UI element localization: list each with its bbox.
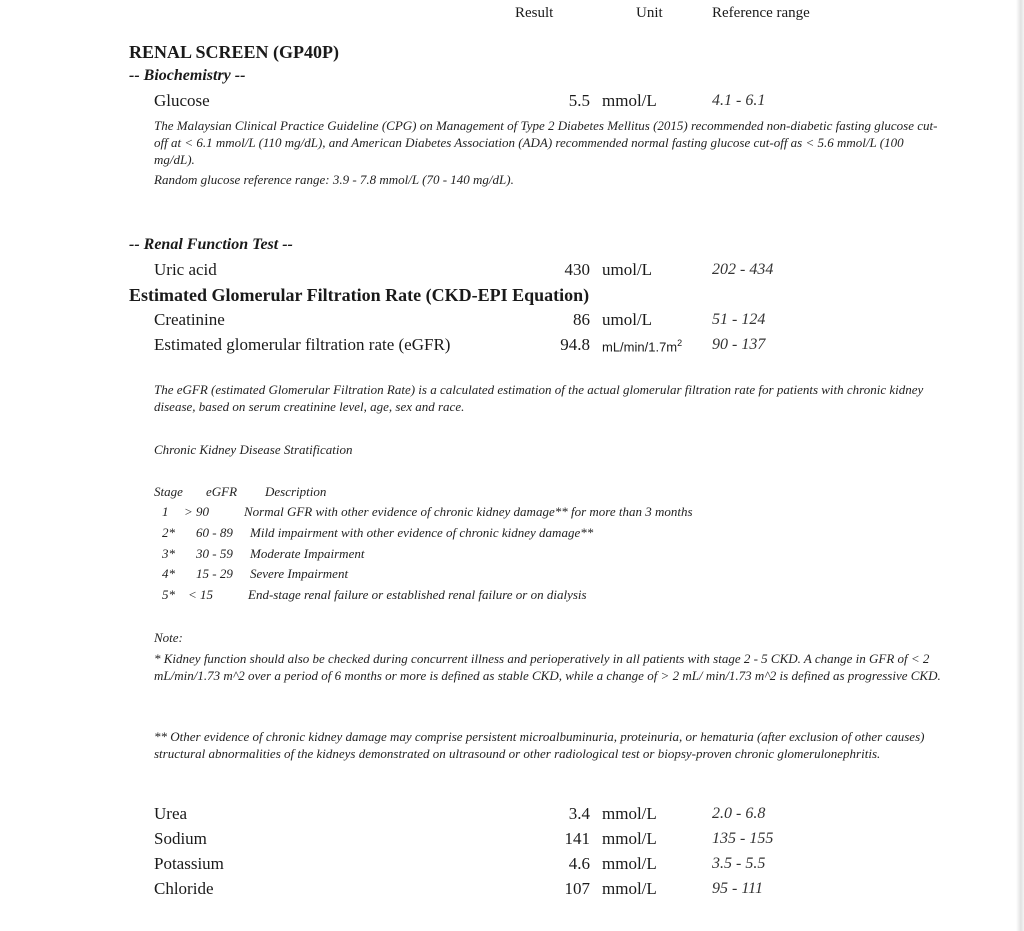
egfr-description: The eGFR (estimated Glomerular Filtration Rate) is a calculated estimation of the actual glomerular filtration rate for patients with chronic kidney disease, based on serum creatinine level, age, sex and race.: [154, 382, 924, 414]
strat-header-description: Description: [265, 484, 327, 499]
test-reference: 135 - 155: [712, 830, 774, 847]
test-name: Potassium: [154, 854, 224, 873]
section-biochemistry: -- Biochemistry --: [129, 67, 246, 84]
test-name: Creatinine: [154, 310, 225, 329]
test-result: 4.6: [568, 854, 590, 873]
test-unit: [602, 338, 682, 354]
test-name: Urea: [154, 804, 188, 823]
page-edge: [1016, 0, 1024, 931]
strat-description: Moderate Impairment: [250, 546, 365, 561]
test-unit: mmol/L: [602, 91, 657, 110]
glucose-guideline-note: The Malaysian Clinical Practice Guideline (CPG) on Management of Type 2 Diabetes Mellitus (2015) recommended non-diabetic fasting glucose cut-off at < 6.1 mmol/L (110 mg/dL), and American Diabetes Association (ADA) recommended normal fasting glucose cut-off as < 5.6 mmol/L (100 mg/dL).: [154, 118, 938, 167]
test-name: Uric acid: [154, 260, 217, 279]
strat-description: Normal GFR with other evidence of chronic kidney damage** for more than 3 months: [244, 504, 693, 519]
test-result: 94.8: [560, 335, 590, 354]
ckd-stratification-title: Chronic Kidney Disease Stratification: [154, 442, 353, 457]
test-reference: 2.0 - 6.8: [712, 805, 766, 822]
strat-egfr: 60 - 89: [196, 525, 233, 540]
test-name: Estimated glomerular filtration rate (eGFR): [154, 335, 451, 354]
test-reference: 95 - 111: [712, 880, 763, 897]
test-unit: mmol/L: [602, 879, 657, 898]
strat-egfr: 30 - 59: [196, 546, 233, 561]
unit-base: mL/min/1.7m: [602, 339, 678, 355]
test-result: 86: [573, 310, 590, 329]
strat-header-stage: Stage: [154, 484, 183, 499]
test-unit: mmol/L: [602, 829, 657, 848]
strat-description: Mild impairment with other evidence of chronic kidney damage**: [250, 525, 594, 540]
section-renal-function: -- Renal Function Test --: [129, 236, 293, 253]
note-single-asterisk: * Kidney function should also be checked during concurrent illness and perioperatively in all patients with stage 2 - 5 CKD. A change in GFR of < 2 mL/min/1.73 m^2 over a period of 6 months or more is defined as stable CKD, while a change of > 2 mL/ min/1.73 m^2 is defined as progressive CKD.: [154, 651, 941, 683]
test-result: 107: [564, 879, 590, 898]
strat-description: End-stage renal failure or established renal failure or on dialysis: [248, 587, 587, 602]
section-egfr: Estimated Glomerular Filtration Rate (CKD-EPI Equation): [129, 285, 590, 305]
test-unit: umol/L: [602, 260, 653, 279]
strat-stage: 4*: [162, 566, 175, 581]
column-header-reference: Reference range: [712, 5, 810, 21]
unit-exponent: 2: [677, 338, 683, 348]
test-result: 3.4: [568, 804, 590, 823]
test-name: Sodium: [154, 829, 207, 848]
test-name: Chloride: [154, 879, 214, 898]
strat-stage: 5*: [162, 587, 175, 602]
note-label: Note:: [154, 630, 183, 645]
test-reference: 90 - 137: [712, 336, 766, 353]
test-reference: 4.1 - 6.1: [712, 92, 766, 109]
test-reference: 202 - 434: [712, 261, 774, 278]
column-header-result: Result: [515, 5, 554, 21]
test-reference: 51 - 124: [712, 311, 766, 328]
test-unit: mmol/L: [602, 804, 657, 823]
strat-description: Severe Impairment: [250, 566, 349, 581]
test-name: Glucose: [154, 91, 210, 110]
strat-egfr: > 90: [184, 504, 210, 519]
test-unit: mmol/L: [602, 854, 657, 873]
report-title: RENAL SCREEN (GP40P): [129, 42, 340, 62]
test-reference: 3.5 - 5.5: [712, 855, 766, 872]
random-glucose-note: Random glucose reference range: 3.9 - 7.8 mmol/L (70 - 140 mg/dL).: [154, 172, 514, 187]
strat-header-egfr: eGFR: [206, 484, 238, 499]
strat-egfr: 15 - 29: [196, 566, 233, 581]
strat-stage: 2*: [162, 525, 175, 540]
test-result: 5.5: [568, 91, 590, 110]
column-header-unit: Unit: [636, 5, 663, 21]
test-result: 141: [564, 829, 590, 848]
strat-stage: 3*: [162, 546, 175, 561]
test-unit: umol/L: [602, 310, 653, 329]
strat-stage: 1: [162, 504, 169, 519]
note-double-asterisk: ** Other evidence of chronic kidney damage may comprise persistent microalbuminuria, proteinuria, or hematuria (after exclusion of other causes) structural abnormalities of the kidneys demonstrated on ultrasound or other radiological test or biopsy-proven chronic glomerulonephritis.: [154, 729, 925, 761]
test-result: 430: [564, 260, 590, 279]
strat-egfr: < 15: [188, 587, 214, 602]
